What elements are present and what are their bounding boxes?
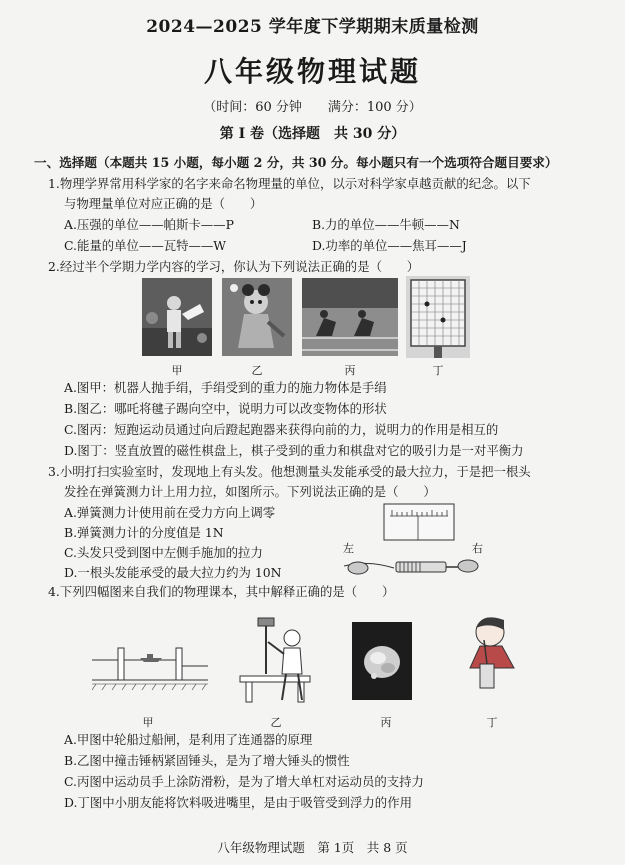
q1-option-a: A.压强的单位——帕斯卡——P: [64, 217, 234, 232]
q4-option-b: B.乙图中撞击锤柄紧固锤头，是为了增大锤头的惯性: [64, 753, 350, 768]
q3-option-b: B.弹簧测力计的分度值是 1N: [64, 525, 224, 540]
q3-stem-line1: 3.小明打扫实验室时，发现地上有头发。他想测量头发能承受的最大拉力，于是把一根头: [48, 464, 531, 479]
nezha-shuttlecock-photo: [222, 278, 292, 356]
q2-option-a: A.图甲：机器人抛手绢，手绢受到的重力的施力物体是手绢: [64, 380, 387, 395]
q3-stem-line2: 发拴在弹簧测力计上用力拉，如图所示。下列说法正确的是（ ）: [64, 484, 436, 499]
q3-option-c: C.头发只受到图中左侧手施加的拉力: [64, 545, 263, 560]
q3-option-a: A.弹簧测力计使用前在受力方向上调零: [64, 505, 276, 520]
spring-scale-figure: [338, 500, 488, 580]
part-title: 第 I 卷（选择题 共 30 分）: [219, 126, 406, 142]
exam-meta: （时间：60 分钟 满分：100 分）: [203, 100, 422, 115]
ship-lock-diagram: [92, 640, 208, 696]
q4-label-jia: 甲: [142, 716, 154, 729]
magnetic-chessboard-photo: [406, 276, 470, 358]
exam-title: 2024—2025 学年度下学期期末质量检测: [146, 17, 479, 37]
q2-option-b: B.图乙：哪吒将毽子踢向空中，说明力可以改变物体的形状: [64, 401, 387, 416]
q1-option-d: D.功率的单位——焦耳——J: [312, 238, 467, 253]
sprint-start-photo: [302, 278, 398, 356]
q4-option-c: C.丙图中运动员手上涂防滑粉，是为了增大单杠对运动员的支持力: [64, 774, 424, 789]
q2-stem: 2.经过半个学期力学内容的学习，你认为下列说法正确的是（ ）: [48, 259, 420, 274]
q4-option-d: D.丁图中小朋友能将饮料吸进嘴里，是由于吸管受到浮力的作用: [64, 795, 412, 810]
q4-label-yi: 乙: [270, 716, 282, 729]
q4-stem: 4.下列四幅图来自我们的物理课本，其中解释正确的是（ ）: [48, 584, 395, 599]
robot-handkerchief-photo: [142, 278, 212, 356]
child-drinking-straw-diagram: [460, 606, 524, 698]
q2-label-yi: 乙: [251, 364, 263, 377]
q4-option-a: A.甲图中轮船过船闸，是利用了连通器的原理: [64, 732, 313, 747]
subject-title: 八年级物理试题: [203, 55, 421, 88]
q3-left-label: 左: [343, 542, 354, 555]
q1-option-b: B.力的单位——牛顿——N: [312, 217, 460, 232]
q1-option-c: C.能量的单位——瓦特——W: [64, 238, 227, 253]
q1-stem-line1: 1.物理学界常用科学家的名字来命名物理量的单位，以示对科学家卓越贡献的纪念。以下: [48, 176, 531, 191]
hammer-bench-diagram: [236, 612, 320, 708]
q3-option-d: D.一根头发能承受的最大拉力约为 10N: [64, 565, 282, 580]
q2-label-jia: 甲: [171, 364, 183, 377]
page-footer: 八年级物理试题 第 1页 共 8 页: [217, 840, 408, 855]
q2-option-c: C.图丙：短跑运动员通过向后蹬起跑器来获得向前的力，说明力的作用是相互的: [64, 422, 499, 437]
section-heading: 一、选择题（本题共 15 小题，每小题 2 分，共 30 分。每小题只有一个选项符合题目要求）: [34, 155, 558, 170]
q2-label-bing: 丙: [344, 364, 356, 377]
q4-label-ding: 丁: [486, 716, 498, 729]
q4-label-bing: 丙: [380, 716, 392, 729]
gymnast-chalk-photo: [352, 622, 412, 700]
q2-label-ding: 丁: [432, 364, 444, 377]
q1-stem-line2: 与物理量单位对应正确的是（ ）: [64, 196, 263, 211]
q2-option-d: D.图丁：竖直放置的磁性棋盘上，棋子受到的重力和棋盘对它的吸引力是一对平衡力: [64, 443, 524, 458]
q3-right-label: 右: [472, 542, 483, 555]
